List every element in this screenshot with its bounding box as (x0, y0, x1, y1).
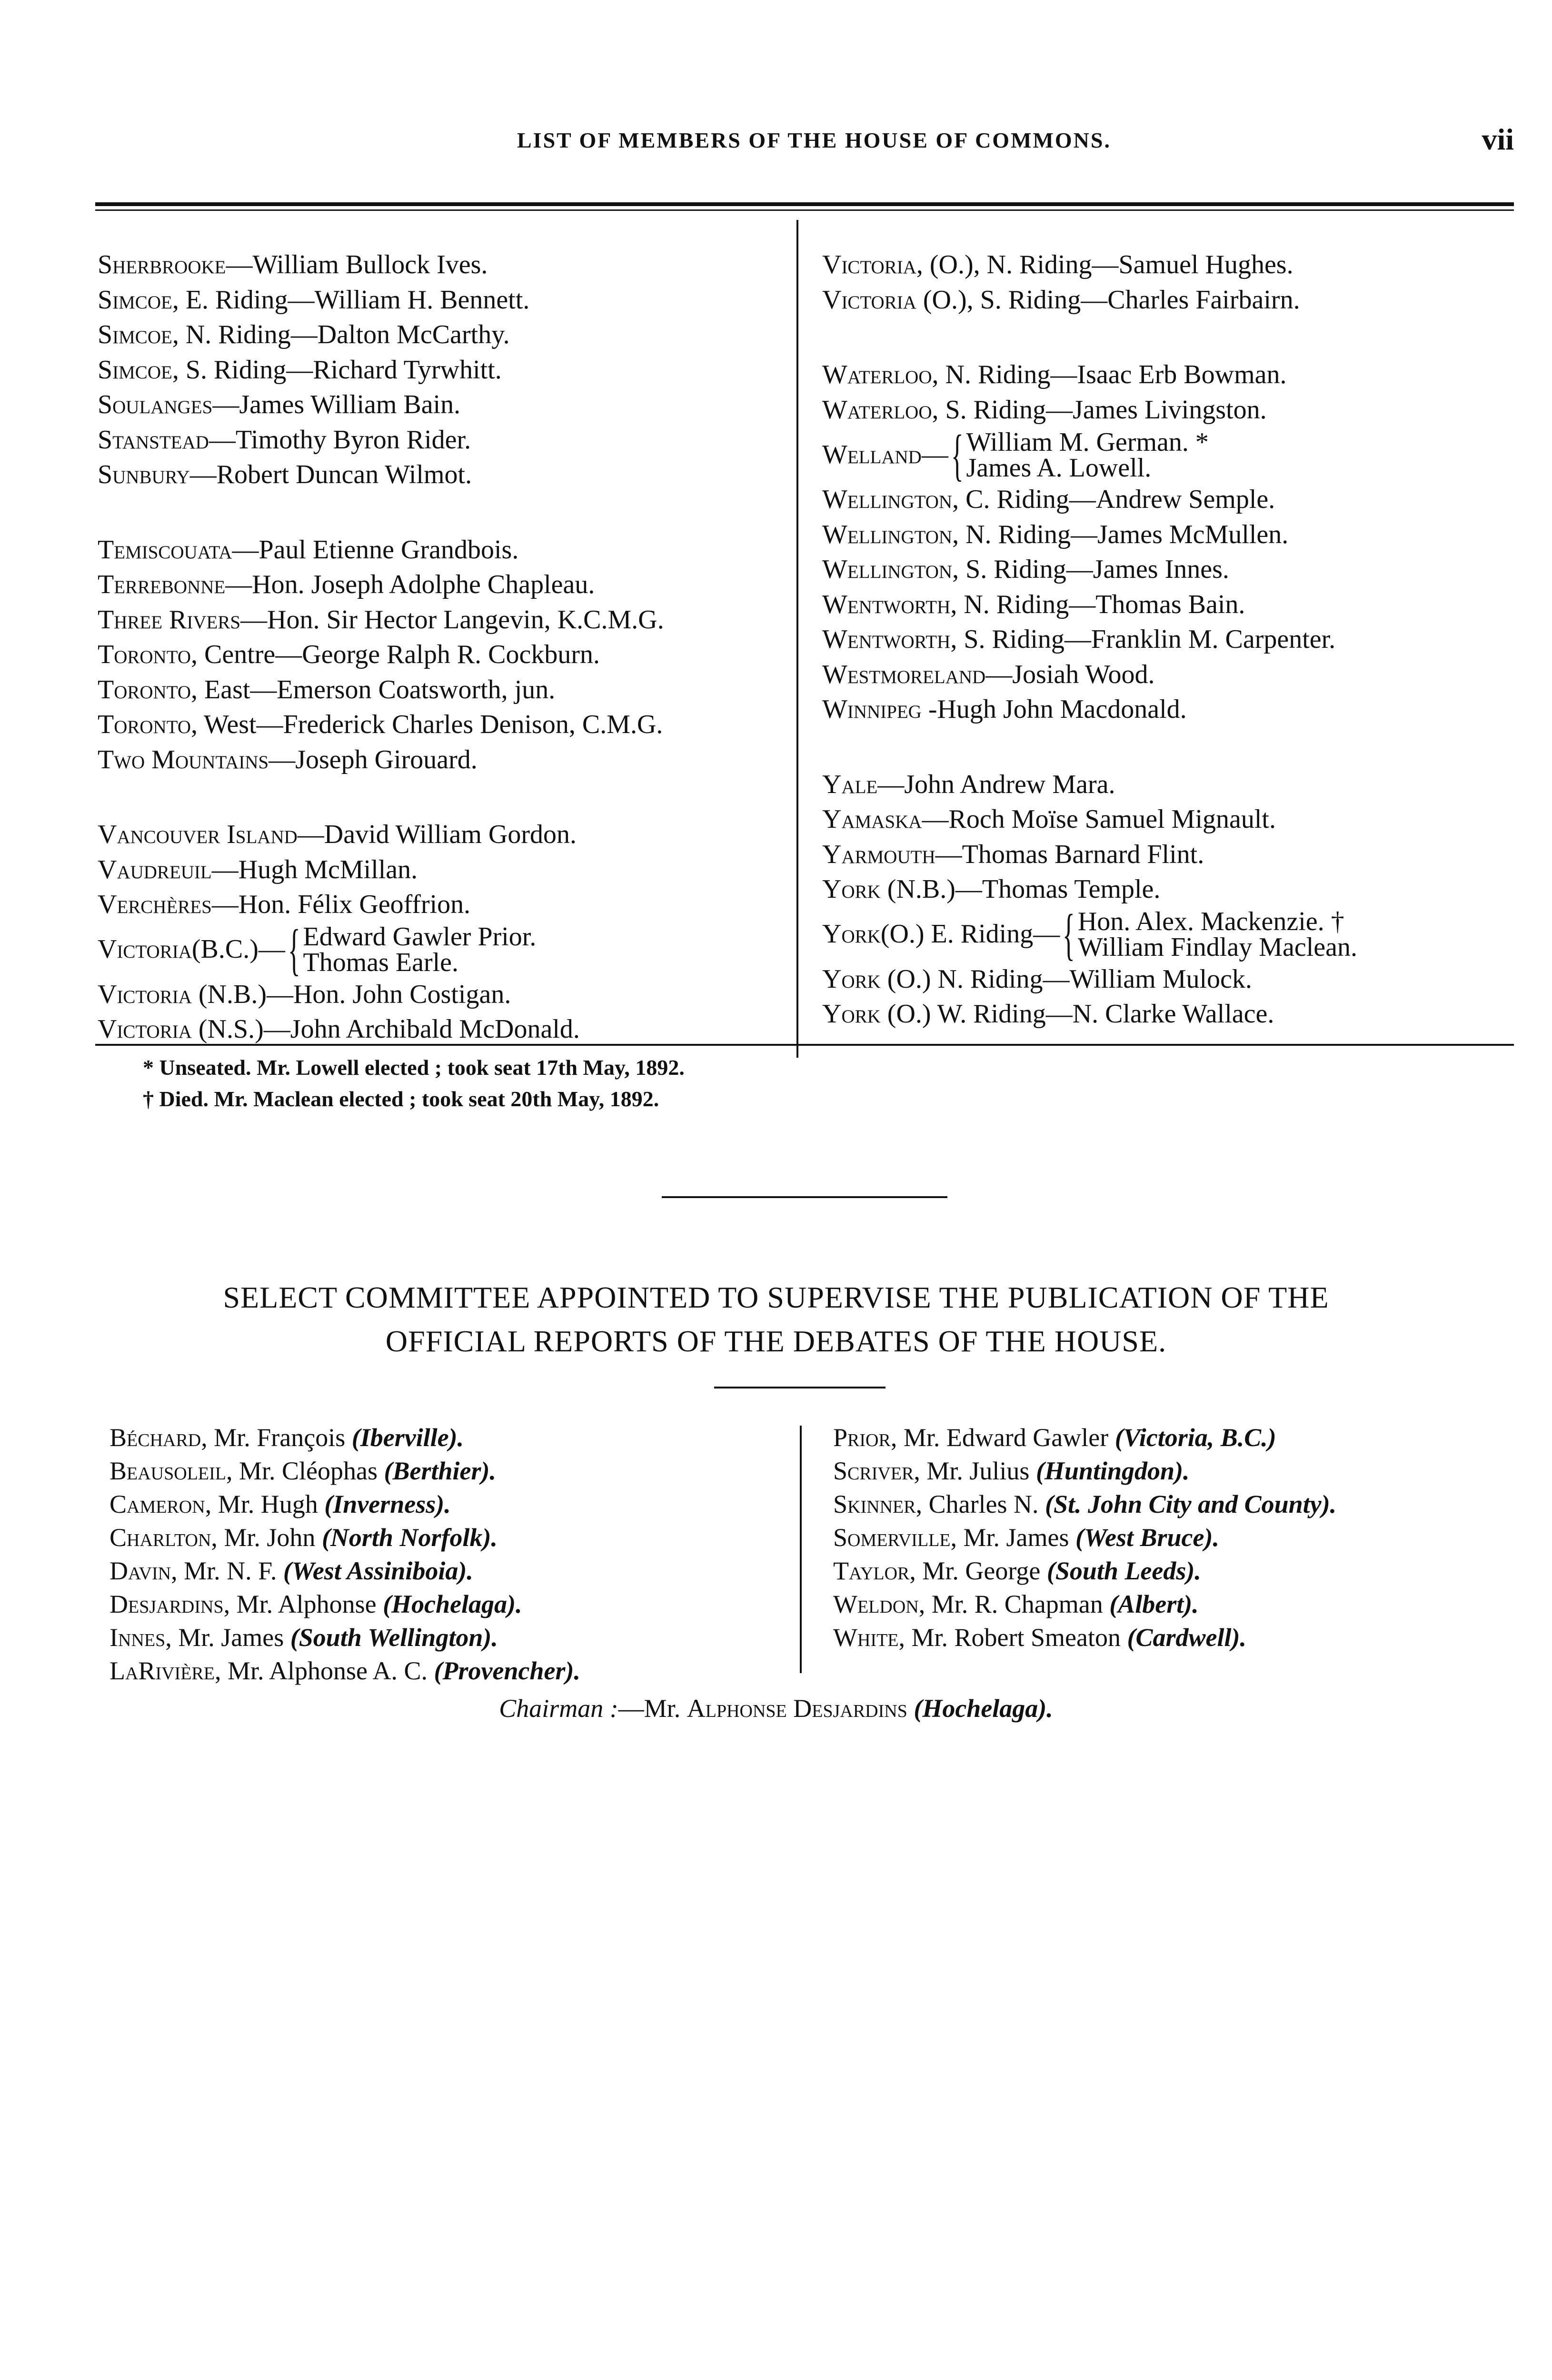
member-entry (98, 673, 664, 708)
brace-names (1078, 909, 1357, 960)
member-entry (822, 872, 1357, 907)
constituency: Wentworth (822, 589, 951, 619)
committee-member-surname: Prior (833, 1423, 891, 1452)
constituency: Wentworth (822, 625, 951, 654)
constituency: Yarmouth (822, 839, 935, 869)
constituency: Stanstead (98, 425, 209, 455)
committee-title-line-1: SELECT COMMITTEE APPOINTED TO SUPERVISE THE PUBLICATION OF THE (223, 1280, 1329, 1314)
committee-member (109, 1421, 580, 1454)
member-entry (98, 707, 664, 743)
member-entry (98, 353, 664, 388)
constituency: Waterloo (822, 395, 932, 425)
committee-member-given: , Mr. Cléophas (226, 1457, 384, 1485)
member-text: —Josiah Wood. (985, 659, 1155, 689)
member-text: , N. Riding—Isaac Erb Bowman. (932, 360, 1287, 389)
constituency: Winnipeg (822, 694, 922, 724)
group-spacer (98, 493, 664, 533)
member-text: , S. Riding—Richard Tyrwhitt. (172, 355, 502, 385)
member-text: —Hugh McMillan. (211, 854, 418, 884)
member-text: , East—Emerson Coatsworth, jun. (191, 674, 556, 704)
brace-symbol: { (951, 423, 964, 486)
constituency: Toronto (98, 640, 191, 669)
footnote-unseated: * Unseated. Mr. Lowell elected ; took seat 17th May, 1892. (143, 1055, 685, 1080)
constituency: Wellington (822, 555, 953, 584)
committee-member (833, 1554, 1336, 1587)
member-entry (98, 317, 664, 353)
member-text: —William Bullock Ives. (226, 250, 488, 279)
constituency: York (822, 919, 881, 949)
committee-member-given: , Mr. Julius (914, 1457, 1036, 1485)
committee-member-riding: (West Assiniboia). (283, 1557, 473, 1585)
committee-member-given: , Mr. John (211, 1523, 322, 1552)
committee-member (109, 1521, 580, 1554)
committee-member-riding: (Iberville). (351, 1423, 464, 1452)
chairman-name: Alphonse Desjardins (686, 1694, 907, 1723)
committee-member-given: , Mr. James (950, 1523, 1076, 1552)
member-entry (98, 533, 664, 568)
member-entry (822, 802, 1357, 837)
member-entry (98, 918, 664, 981)
member-text: (N.B.)—Hon. John Costigan. (191, 979, 511, 1009)
constituency: Terrebonne (98, 570, 226, 599)
member-name: Edward Gawler Prior. (303, 922, 537, 952)
chairman-prefix: —Mr. (618, 1694, 687, 1723)
member-entry (98, 283, 664, 318)
member-entry (98, 423, 664, 458)
member-text: , S. Riding—Franklin M. Carpenter. (950, 625, 1336, 654)
committee-member-riding: (Hochelaga). (383, 1590, 522, 1618)
constituency: Verchères (98, 890, 212, 919)
group-spacer (822, 727, 1357, 767)
member-text: —Roch Moïse Samuel Mignault. (922, 804, 1276, 834)
committee-member-surname: Taylor (833, 1557, 910, 1585)
constituency: Welland (822, 439, 922, 469)
member-entry (98, 603, 664, 638)
constituency: Simcoe (98, 355, 172, 385)
section-separator (662, 1196, 947, 1198)
brace-symbol: { (288, 918, 300, 981)
constituency: Yale (822, 769, 878, 799)
member-text: , Centre—George Ralph R. Cockburn. (191, 640, 600, 669)
member-entry (98, 743, 664, 778)
member-entry (98, 567, 664, 603)
committee-member-riding: (Inverness). (324, 1490, 451, 1518)
member-entry (98, 457, 664, 493)
member-entry (822, 657, 1357, 693)
committee-member-surname: Somerville (833, 1523, 951, 1552)
member-entry (98, 977, 664, 1012)
committee-member (109, 1654, 580, 1687)
committee-member-given: , Mr. James (165, 1623, 290, 1652)
member-brace-group (285, 918, 537, 981)
committee-member (833, 1521, 1336, 1554)
member-text: (O.), S. Riding—Charles Fairbairn. (916, 285, 1300, 315)
constituency: York (822, 874, 881, 904)
member-name: William M. German. * (966, 427, 1209, 457)
member-entry (822, 552, 1357, 587)
committee-chairman (0, 1694, 1552, 1723)
member-entry (822, 997, 1357, 1032)
committee-member (109, 1621, 580, 1654)
brace-names (966, 429, 1208, 481)
member-text: —Hon. Félix Geoffrion. (211, 890, 471, 919)
committee-member-riding: (West Bruce). (1075, 1523, 1219, 1552)
committee-member-given: , Mr. François (201, 1423, 352, 1452)
member-entry (98, 887, 664, 922)
constituency: Wellington (822, 519, 953, 549)
committee-member-surname: Béchard (109, 1423, 201, 1452)
member-name: William Findlay Maclean. (1077, 932, 1357, 962)
member-entry (822, 692, 1357, 727)
page-title: LIST OF MEMBERS OF THE HOUSE OF COMMONS. (517, 128, 1111, 152)
committee-member-surname: Weldon (833, 1590, 919, 1618)
committee-member-riding: (Cardwell). (1127, 1623, 1246, 1652)
committee-member-riding: (Victoria, B.C.) (1114, 1423, 1276, 1452)
committee-member-riding: (Provencher). (434, 1656, 580, 1685)
member-text: (N.B.)—Thomas Temple. (880, 874, 1161, 904)
committee-member-surname: Desjardins (109, 1590, 224, 1618)
committee-member-given: , Mr. Robert Smeaton (898, 1623, 1127, 1652)
member-name: Thomas Earle. (303, 948, 459, 977)
member-text: —John Andrew Mara. (877, 769, 1115, 799)
page-header (0, 122, 1552, 166)
member-entry (98, 637, 664, 673)
committee-member (833, 1621, 1336, 1654)
member-text: , S. Riding—James Livingston. (932, 395, 1267, 425)
committee-separator (714, 1387, 885, 1388)
member-text: (N.S.)—John Archibald McDonald. (191, 1014, 580, 1044)
committee-member (833, 1421, 1336, 1454)
committee-member-riding: (Berthier). (384, 1457, 496, 1485)
committee-member-riding: (North Norfolk). (321, 1523, 497, 1552)
header-rule-thin (95, 209, 1514, 211)
member-entry (822, 962, 1357, 997)
member-text: —Joseph Girouard. (269, 744, 478, 774)
member-text: , (O.), N. Riding—Samuel Hughes. (916, 250, 1293, 279)
committee-member-given: , Mr. N. F. (171, 1557, 283, 1585)
constituency: Soulanges (98, 390, 213, 419)
constituency: Victoria (98, 1014, 192, 1044)
chairman-place: (Hochelaga). (907, 1694, 1053, 1723)
member-text: (O.) W. Riding—N. Clarke Wallace. (880, 999, 1274, 1029)
member-text: (O.) N. Riding—William Mulock. (880, 964, 1252, 994)
constituency: Toronto (98, 674, 191, 704)
member-text: , N. Riding—Dalton McCarthy. (172, 320, 510, 349)
member-text: , S. Riding—James Innes. (952, 555, 1229, 584)
committee-member (109, 1554, 580, 1587)
footnote-died: † Died. Mr. Maclean elected ; took seat 20th May, 1892. (143, 1087, 659, 1111)
constituency: Three Rivers (98, 605, 241, 635)
committee-member-surname: Innes (109, 1623, 166, 1652)
member-entry (98, 853, 664, 888)
member-name: James A. Lowell. (966, 453, 1152, 483)
group-spacer (822, 317, 1357, 357)
members-bottom-rule (95, 1044, 1514, 1046)
member-text: —Thomas Barnard Flint. (935, 839, 1204, 869)
member-name: Hon. Alex. Mackenzie. † (1077, 907, 1344, 936)
committee-member-surname: Skinner (833, 1490, 916, 1518)
constituency: Simcoe (98, 320, 172, 349)
committee-member-riding: (Albert). (1109, 1590, 1199, 1618)
committee-member-surname: White (833, 1623, 899, 1652)
member-entry (822, 587, 1357, 623)
column-divider (796, 220, 798, 1058)
committee-member-riding: (Huntingdon). (1035, 1457, 1190, 1485)
member-entry (822, 393, 1357, 428)
member-entry (822, 357, 1357, 393)
constituency: Vaudreuil (98, 854, 212, 884)
committee-title-line-2: OFFICIAL REPORTS OF THE DEBATES OF THE HOUSE. (385, 1324, 1167, 1358)
committee-member-given: , Mr. Edward Gawler (890, 1423, 1115, 1452)
constituency: Westmoreland (822, 659, 986, 689)
committee-member (109, 1488, 580, 1521)
committee-member-surname: Davin (109, 1557, 171, 1585)
member-entry (822, 423, 1357, 486)
member-entry (822, 837, 1357, 873)
constituency: Victoria (98, 979, 192, 1009)
member-text: , E. Riding—William H. Bennett. (172, 285, 530, 315)
member-text: , C. Riding—Andrew Semple. (952, 485, 1275, 514)
chairman-label: Chairman : (499, 1694, 618, 1723)
member-text: —David William Gordon. (297, 820, 577, 849)
committee-left-column (109, 1421, 580, 1687)
member-text: (B.C.)— (191, 934, 285, 964)
committee-member-given: , Mr. R. Chapman (918, 1590, 1110, 1618)
member-entry (98, 1012, 664, 1047)
member-entry (822, 283, 1357, 318)
member-text: , West—Frederick Charles Denison, C.M.G. (191, 710, 663, 739)
brace-names (303, 924, 537, 975)
committee-title (0, 1276, 1552, 1363)
committee-right-column (833, 1421, 1336, 1654)
constituency: York (822, 999, 881, 1029)
member-entry (822, 902, 1357, 966)
committee-member-surname: Cameron (109, 1490, 205, 1518)
committee-member-riding: (South Leeds). (1046, 1557, 1201, 1585)
member-entry (822, 482, 1357, 517)
footnotes (143, 1052, 685, 1115)
member-text: —Paul Etienne Grandbois. (232, 535, 519, 565)
member-text: — (921, 439, 948, 469)
committee-member-given: , Mr. Alphonse A. C. (214, 1656, 434, 1685)
constituency: Waterloo (822, 360, 932, 389)
brace-symbol: { (1063, 902, 1075, 966)
committee-divider (800, 1426, 802, 1673)
committee-member-riding: (St. John City and County). (1045, 1490, 1337, 1518)
constituency: Two Mountains (98, 744, 269, 774)
member-entry (98, 248, 664, 283)
header-rule-thick (95, 202, 1514, 206)
committee-member (833, 1587, 1336, 1621)
member-entry (822, 622, 1357, 657)
member-text: , N. Riding—Thomas Bain. (950, 589, 1245, 619)
committee-member (109, 1454, 580, 1488)
committee-member-surname: Beausoleil (109, 1457, 226, 1485)
constituency: Yamaska (822, 804, 922, 834)
member-text: , N. Riding—James McMullen. (952, 519, 1289, 549)
constituency: Victoria (822, 250, 916, 279)
committee-member-given: , Charles N. (915, 1490, 1045, 1518)
member-brace-group (1060, 902, 1357, 966)
constituency: York (822, 964, 881, 994)
committee-member-given: , Mr. Hugh (205, 1490, 325, 1518)
committee-member-surname: LaRivière (109, 1656, 215, 1685)
member-text: —Hon. Sir Hector Langevin, K.C.M.G. (240, 605, 664, 635)
member-entry (822, 248, 1357, 283)
member-text: (O.) E. Riding— (880, 919, 1060, 949)
group-spacer (98, 777, 664, 817)
member-entry (822, 517, 1357, 553)
constituency: Simcoe (98, 285, 172, 315)
committee-member (833, 1488, 1336, 1521)
member-text: —Robert Duncan Wilmot. (189, 460, 472, 489)
committee-member-riding: (South Wellington). (290, 1623, 498, 1652)
committee-member (109, 1587, 580, 1621)
members-right-column (822, 248, 1357, 1032)
member-brace-group (948, 423, 1209, 486)
member-entry (98, 817, 664, 853)
constituency: Victoria (98, 934, 192, 964)
committee-member-given: , Mr. Alphonse (223, 1590, 383, 1618)
members-left-column (98, 248, 664, 1047)
constituency: Vancouver Island (98, 820, 298, 849)
constituency: Sherbrooke (98, 250, 226, 279)
member-entry (822, 767, 1357, 803)
constituency: Wellington (822, 485, 953, 514)
committee-member (833, 1454, 1336, 1488)
page-number: vii (1482, 122, 1514, 156)
member-text: —Hon. Joseph Adolphe Chapleau. (225, 570, 595, 599)
committee-member-given: , Mr. George (909, 1557, 1047, 1585)
constituency: Victoria (822, 285, 916, 315)
member-entry (98, 387, 664, 423)
committee-member-surname: Charlton (109, 1523, 211, 1552)
committee-member-surname: Scriver (833, 1457, 914, 1485)
constituency: Toronto (98, 710, 191, 739)
member-text: -Hugh John Macdonald. (921, 694, 1187, 724)
constituency: Temiscouata (98, 535, 232, 565)
member-text: —James William Bain. (212, 390, 461, 419)
member-text: —Timothy Byron Rider. (209, 425, 471, 455)
constituency: Sunbury (98, 460, 190, 489)
